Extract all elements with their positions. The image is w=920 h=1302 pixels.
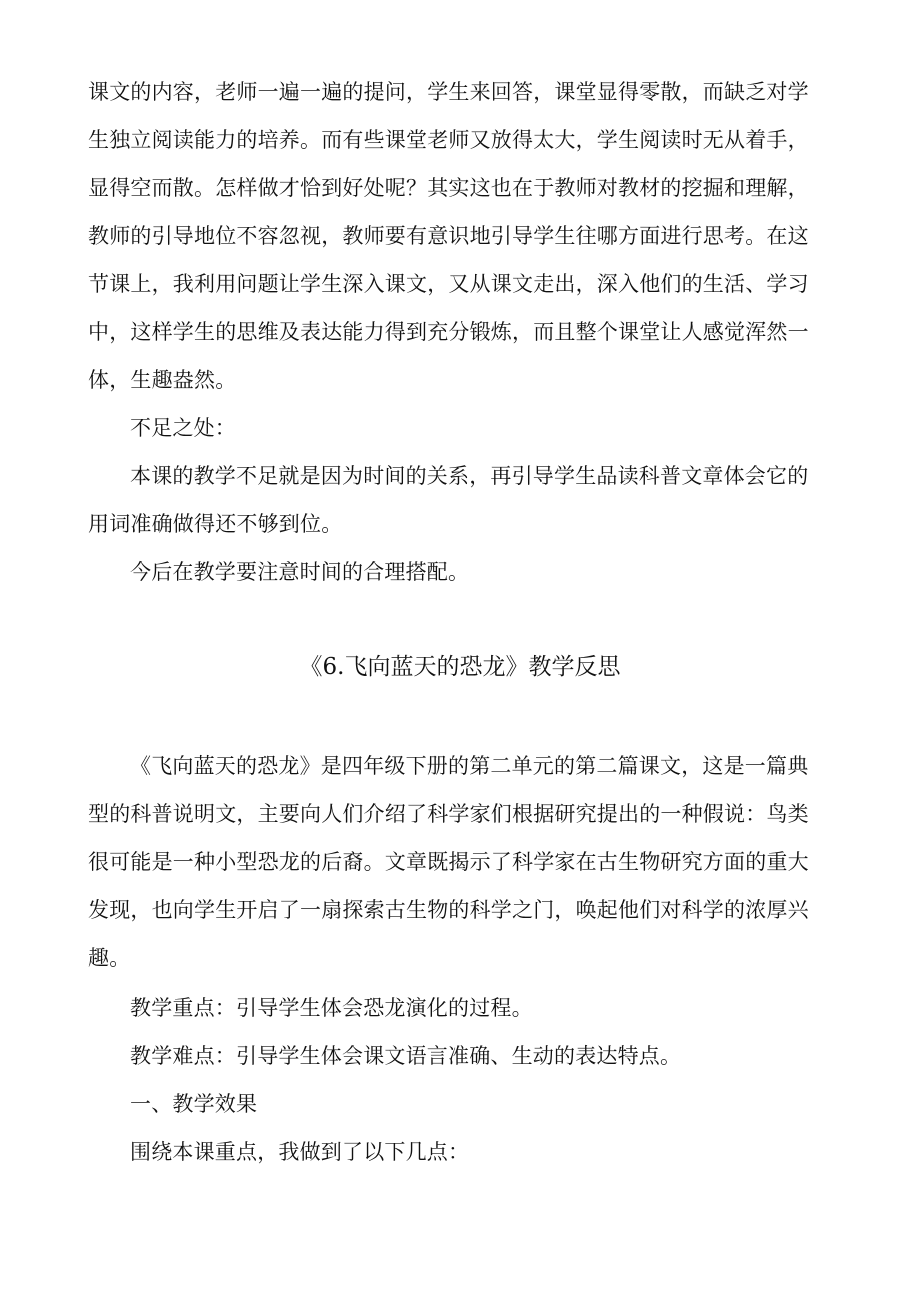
effect-intro: 围绕本课重点，我做到了以下几点： xyxy=(130,1140,470,1164)
body-text-line: 节课上，我利用问题让学生深入课文，又从课文走出，深入他们的生活、学习 xyxy=(88,272,809,296)
key-point: 教学重点：引导学生体会恐龙演化的过程。 xyxy=(130,996,533,1020)
body-text-line: 很可能是一种小型恐龙的后裔。文章既揭示了科学家在古生物研究方面的重大 xyxy=(88,850,809,874)
deficiency-heading: 不足之处： xyxy=(130,416,236,440)
body-text-line: 生独立阅读能力的培养。而有些课堂老师又放得太大，学生阅读时无从着手， xyxy=(88,128,809,152)
difficult-point: 教学难点：引导学生体会课文语言准确、生动的表达特点。 xyxy=(130,1044,682,1068)
body-text-line: 课文的内容，老师一遍一遍的提问，学生来回答，课堂显得零散，而缺乏对学 xyxy=(88,80,809,104)
body-text-line: 教师的引导地位不容忽视，教师要有意识地引导学生往哪方面进行思考。在这 xyxy=(88,224,809,248)
future-note: 今后在教学要注意时间的合理搭配。 xyxy=(130,560,470,584)
body-text-line: 体，生趣盎然。 xyxy=(88,368,237,392)
body-text-line: 用词准确做得还不够到位。 xyxy=(88,512,343,536)
body-text-line: 发现，也向学生开启了一扇探索古生物的科学之门，唤起他们对科学的浓厚兴 xyxy=(88,898,809,922)
body-text-line: 型的科普说明文，主要向人们介绍了科学家们根据研究提出的一种假说：鸟类 xyxy=(88,802,809,826)
body-text-line: 《飞向蓝天的恐龙》是四年级下册的第二单元的第二篇课文，这是一篇典 xyxy=(130,754,809,778)
article-title: 《6.飞向蓝天的恐龙》教学反思 xyxy=(299,654,621,680)
effect-heading: 一、教学效果 xyxy=(130,1092,258,1116)
body-text-line: 显得空而散。怎样做才恰到好处呢？其实这也在于教师对教材的挖掘和理解， xyxy=(88,176,809,200)
body-text-line: 中，这样学生的思维及表达能力得到充分锻炼，而且整个课堂让人感觉浑然一 xyxy=(88,320,809,344)
body-text-line: 本课的教学不足就是因为时间的关系，再引导学生品读科普文章体会它的 xyxy=(130,464,809,488)
body-text-line: 趣。 xyxy=(88,946,131,970)
